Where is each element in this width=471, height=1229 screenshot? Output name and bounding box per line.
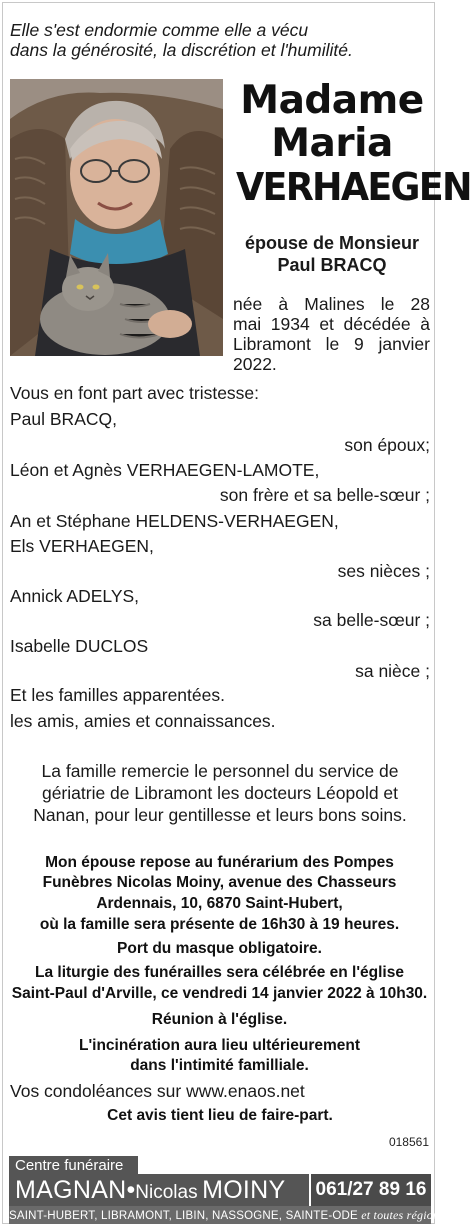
family-member-name: An et Stéphane HELDENS-VERHAEGEN, xyxy=(10,511,339,531)
footer-places xyxy=(9,1206,445,1224)
notice-line: Cet avis tient lieu de faire-part. xyxy=(107,1107,333,1124)
portrait-photo xyxy=(10,79,223,356)
epigraph xyxy=(10,20,430,60)
family-member-name: Léon et Agnès VERHAEGEN-LAMOTE, xyxy=(10,460,320,480)
epigraph-line: Elle s'est endormie comme elle a vécu xyxy=(10,20,309,40)
birth-line: née à Malines le 28 xyxy=(233,294,430,314)
portrait-with-cat-icon xyxy=(10,79,223,356)
epigraph-line: dans la générosité, la discrétion et l'humilité. xyxy=(10,40,353,60)
last-name: VERHAEGEN xyxy=(236,165,471,209)
condolences-link[interactable]: Vos condoléances sur www.enaos.net xyxy=(10,1081,305,1101)
mask-notice: Port du masque obligatoire. xyxy=(117,940,322,957)
family-member-relation: son époux; xyxy=(344,435,430,455)
footer-brand xyxy=(9,1174,309,1206)
brand-name: MAGNAN xyxy=(15,1176,127,1204)
funeral-home-line: Ardennais, 10, 6870 Saint-Hubert, xyxy=(96,895,343,912)
liturgy-line: La liturgie des funérailles sera célébrée en l'église xyxy=(35,964,404,981)
places-tail: et toutes régions xyxy=(361,1208,445,1222)
announcement-intro: Vous en font part avec tristesse: xyxy=(10,383,260,403)
family-member-relation: ses nièces ; xyxy=(337,561,430,581)
cremation-line: dans l'intimité familliale. xyxy=(130,1057,309,1074)
thanks-paragraph xyxy=(10,760,430,826)
meeting-notice: Réunion à l'église. xyxy=(151,1011,288,1028)
footer-phone: 061/27 89 16 xyxy=(309,1174,431,1206)
spouse-info xyxy=(232,232,432,276)
liturgy-line: Saint-Paul d'Arville, ce vendredi 14 janvier 2022 à 10h30. xyxy=(11,985,428,1002)
funeral-home-line: Funèbres Nicolas Moiny, avenue des Chasseurs xyxy=(42,874,397,891)
thanks-line: gériatrie de Libramont les docteurs Léopold et xyxy=(41,783,399,803)
spouse-line: épouse de Monsieur xyxy=(244,233,420,253)
brand-separator: • xyxy=(126,1176,136,1204)
thanks-line: La famille remercie le personnel du service de xyxy=(41,761,399,781)
family-member-relation: sa nièce ; xyxy=(355,661,430,681)
deceased-name xyxy=(232,78,471,209)
closing-line: les amis, amies et connaissances. xyxy=(10,711,276,731)
family-member-name: Paul BRACQ, xyxy=(10,409,117,429)
family-member-name: Isabelle DUCLOS xyxy=(10,636,149,656)
thanks-line: Nanan, pour leur gentillesse et leurs bons soins. xyxy=(33,805,407,825)
footer-label: Centre funéraire xyxy=(9,1156,138,1176)
first-name: Maria xyxy=(271,121,393,166)
cremation-line: L'incinération aura lieu ultérieurement xyxy=(78,1037,361,1054)
birth-line: 2022. xyxy=(233,354,277,374)
family-member-relation: son frère et sa belle-sœur ; xyxy=(219,485,430,505)
funeral-home-line: Mon épouse repose au funérarium des Pompes xyxy=(45,854,394,871)
name-title: Madame xyxy=(240,78,424,123)
birth-line: Libramont le 9 janvier xyxy=(233,334,430,354)
brand-first-name: Nicolas xyxy=(135,1182,198,1203)
closing-line: Et les familles apparentées. xyxy=(10,685,225,705)
brand-last-name: MOINY xyxy=(202,1176,286,1204)
birth-death-info xyxy=(233,294,430,374)
places-list: SAINT-HUBERT, LIBRAMONT, LIBIN, NASSOGNE, SAINTE-ODE xyxy=(9,1210,358,1222)
family-member-relation: sa belle-sœur ; xyxy=(313,610,430,630)
birth-line: mai 1934 et décédée à xyxy=(233,314,430,334)
spouse-name: Paul BRACQ xyxy=(277,255,387,275)
funeral-home-line: où la famille sera présente de 16h30 à 19 heures. xyxy=(39,916,400,933)
reference-number: 018561 xyxy=(388,1135,429,1149)
family-member-name: Els VERHAEGEN, xyxy=(10,536,154,556)
family-member-name: Annick ADELYS, xyxy=(10,586,140,606)
